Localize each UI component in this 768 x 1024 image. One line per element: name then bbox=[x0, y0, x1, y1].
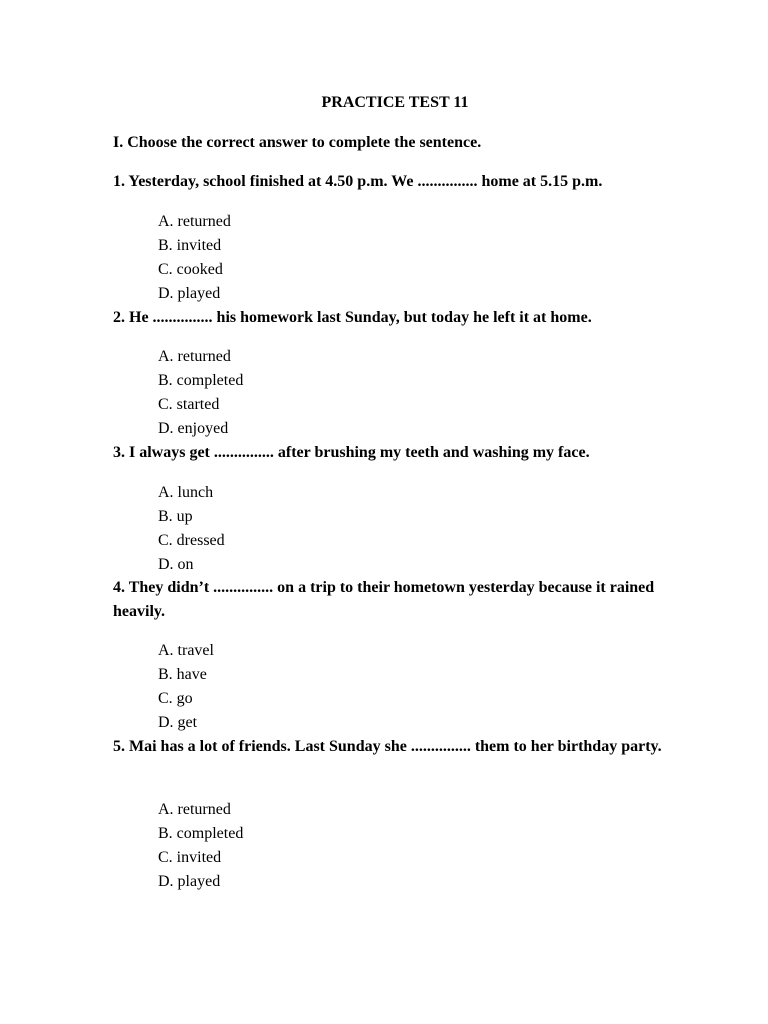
question-2-text: 2. He ............... his homework last Sunday, but today he left it at home. bbox=[113, 309, 592, 326]
question-5-option-a: A. returned bbox=[158, 801, 231, 818]
question-5-text: 5. Mai has a lot of friends. Last Sunday she ............... them to her birthday party. bbox=[113, 738, 662, 755]
question-2-option-b: B. completed bbox=[158, 372, 244, 389]
section-heading: I. Choose the correct answer to complete the sentence. bbox=[113, 134, 482, 151]
question-3-option-c: C. dressed bbox=[158, 532, 225, 549]
question-4-option-c: C. go bbox=[158, 690, 193, 707]
question-5-options bbox=[158, 798, 243, 894]
question-4-option-d: D. get bbox=[158, 714, 198, 731]
question-5-option-d: D. played bbox=[158, 873, 221, 890]
question-3-options bbox=[158, 481, 225, 577]
question-1-option-b: B. invited bbox=[158, 237, 222, 254]
question-1-options bbox=[158, 210, 231, 306]
question-3-option-b: B. up bbox=[158, 508, 193, 525]
question-1-option-c: C. cooked bbox=[158, 261, 223, 278]
question-1-text: 1. Yesterday, school finished at 4.50 p.m. We ............... home at 5.15 p.m. bbox=[113, 173, 603, 190]
question-3-option-a: A. lunch bbox=[158, 484, 214, 501]
question-3-text: 3. I always get ............... after brushing my teeth and washing my face. bbox=[113, 444, 590, 461]
question-4-text: 4. They didn’t ............... on a trip to their hometown yesterday because it rained heavily. bbox=[113, 579, 655, 620]
question-1-option-a: A. returned bbox=[158, 213, 231, 230]
question-2-option-d: D. enjoyed bbox=[158, 420, 229, 437]
question-5-option-c: C. invited bbox=[158, 849, 222, 866]
question-4-option-b: B. have bbox=[158, 666, 207, 683]
question-2-option-a: A. returned bbox=[158, 348, 231, 365]
page-title: PRACTICE TEST 11 bbox=[321, 94, 469, 111]
question-5-option-b: B. completed bbox=[158, 825, 244, 842]
question-1-option-d: D. played bbox=[158, 285, 221, 302]
question-4-options bbox=[158, 639, 214, 735]
question-2-options bbox=[158, 345, 243, 441]
question-3-option-d: D. on bbox=[158, 556, 194, 573]
question-4-option-a: A. travel bbox=[158, 642, 214, 659]
question-2-option-c: C. started bbox=[158, 396, 220, 413]
